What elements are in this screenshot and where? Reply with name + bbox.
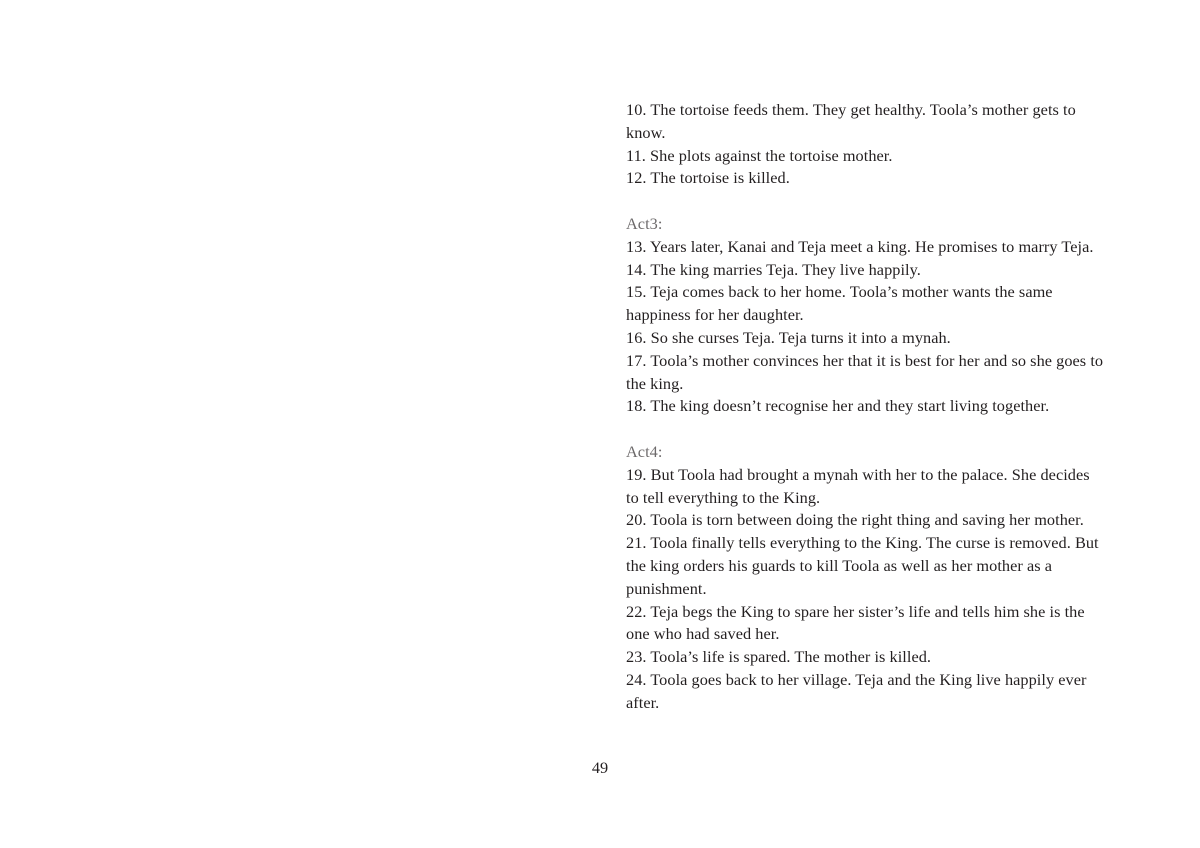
list-item: 10. The tortoise feeds them. They get healthy. Toola’s mother gets to know. [626,100,1076,142]
section-gap [626,190,1106,213]
section-heading-act4: Act4: [626,441,663,461]
list-item: 15. Teja comes back to her home. Toola’s mother wants the same happiness for her daughter. [626,282,1053,325]
section-heading-act3: Act3: [626,213,663,233]
list-item: 23. Toola’s life is spared. The mother is killed. [626,647,932,667]
list-item: 17. Toola’s mother convinces her that it is best for her and so she goes to the king. [626,350,1104,393]
list-item: 24. Toola goes back to her village. Teja and the King live happily ever after. [626,669,1087,712]
list-item: 18. The king doesn’t recognise her and they start living together. [626,396,1050,416]
section-gap [626,418,1106,441]
list-item: 12. The tortoise is killed. [626,168,790,188]
page-number: 49 [591,758,609,777]
list-item: 11. She plots against the tortoise mother. [626,145,893,165]
list-item: 21. Toola finally tells everything to the King. The curse is removed. But the king orders his guards to kill Toola as well as her mother as a punishment. [626,533,1099,598]
list-item: 19. But Toola had brought a mynah with her to the palace. She decides to tell everything to the King. [626,464,1090,507]
list-item: 14. The king marries Teja. They live happily. [626,259,921,279]
list-item: 16. So she curses Teja. Teja turns it into a mynah. [626,327,951,347]
page-body [626,99,1106,715]
list-item: 13. Years later, Kanai and Teja meet a king. He promises to marry Teja. [626,236,1094,256]
list-item: 20. Toola is torn between doing the right thing and saving her mother. [626,510,1084,530]
list-item: 22. Teja begs the King to spare her sister’s life and tells him she is the one who had saved her. [626,601,1085,644]
